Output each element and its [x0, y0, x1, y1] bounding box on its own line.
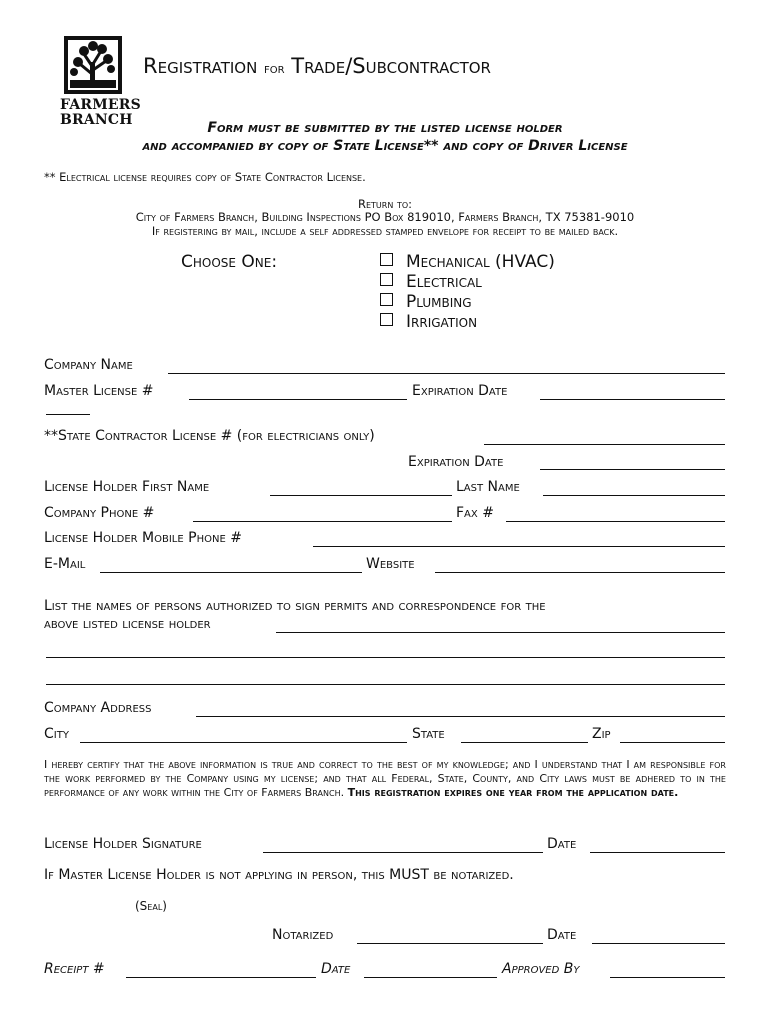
notarized-label: Notarized — [272, 927, 334, 943]
company-name-label: Company Name — [44, 357, 133, 373]
expiration-date-2-label: Expiration Date — [408, 454, 504, 470]
company-phone-field[interactable] — [193, 521, 452, 522]
signature-label: License Holder Signature — [44, 836, 202, 852]
certification-text: I hereby certify that the above information is true and correct to the best of my knowledge; and I understand that I am responsible for the work performed by the Company using my license; and that all Federal, State, County, and City laws must be adhered to in the performance of any work within the City of Farmers Branch. — [44, 758, 726, 799]
mechanical-checkbox[interactable] — [380, 253, 393, 266]
master-license-label: Master License # — [44, 383, 154, 399]
website-field[interactable] — [435, 572, 725, 573]
receipt-field[interactable] — [126, 977, 316, 978]
zip-field[interactable] — [620, 742, 725, 743]
company-name-field[interactable] — [168, 373, 725, 374]
tree-logo-icon — [64, 36, 122, 94]
title-part-1: Registration — [143, 54, 258, 78]
title-part-2: for — [264, 61, 285, 77]
state-contractor-field[interactable] — [484, 444, 725, 445]
subtitle-line-2: and accompanied by copy of State License** and copy of Driver License — [142, 138, 628, 154]
authorized-field-1[interactable] — [276, 632, 725, 633]
authorized-field-3[interactable] — [46, 684, 725, 685]
page-title — [143, 54, 491, 78]
notarize-note: If Master License Holder is not applying in person, this MUST be notarized. — [44, 867, 514, 883]
electrical-checkbox[interactable] — [380, 273, 393, 286]
option-electrical[interactable] — [380, 272, 482, 292]
return-heading: Return to: — [357, 197, 413, 211]
signature-date-label: Date — [547, 836, 577, 852]
expiration-date-2-field[interactable] — [540, 469, 725, 470]
notarized-date-field[interactable] — [592, 943, 725, 944]
master-license-field[interactable] — [189, 399, 407, 400]
fax-label: Fax # — [456, 505, 494, 521]
option-mechanical[interactable] — [380, 252, 555, 272]
mail-note: If registering by mail, include a self addressed stamped envelope for receipt to be mailed back. — [151, 224, 619, 238]
first-name-label: License Holder First Name — [44, 479, 210, 495]
company-phone-label: Company Phone # — [44, 505, 155, 521]
expiration-notice: This registration expires one year from the application date. — [347, 786, 679, 799]
state-label: State — [412, 726, 445, 742]
receipt-label: Receipt # — [44, 961, 105, 977]
logo-line-2: BRANCH — [60, 112, 133, 128]
company-address-field[interactable] — [196, 716, 725, 717]
email-field[interactable] — [100, 572, 362, 573]
company-address-label: Company Address — [44, 700, 152, 716]
farmers-branch-logo — [60, 36, 141, 128]
fax-field[interactable] — [506, 521, 725, 522]
notarized-date-label: Date — [547, 927, 577, 943]
expiration-date-field[interactable] — [540, 399, 725, 400]
option-label: Electrical — [406, 272, 482, 292]
irrigation-checkbox[interactable] — [380, 313, 393, 326]
option-label: Irrigation — [406, 312, 478, 332]
state-field[interactable] — [461, 742, 588, 743]
title-part-3: Trade/Subcontractor — [291, 54, 491, 78]
option-irrigation[interactable] — [380, 312, 477, 332]
authorized-label-1: List the names of persons authorized to sign permits and correspondence for the — [44, 598, 546, 614]
option-label: Mechanical (HVAC) — [406, 252, 555, 272]
option-label: Plumbing — [406, 292, 472, 312]
website-label: Website — [366, 556, 415, 572]
expiration-date-label: Expiration Date — [412, 383, 508, 399]
return-address: City of Farmers Branch, Building Inspections PO Box 819010, Farmers Branch, TX 75381-9010 — [135, 210, 635, 224]
office-date-label: Date — [321, 961, 351, 977]
first-name-field[interactable] — [270, 495, 452, 496]
certification-paragraph — [44, 758, 726, 800]
signature-date-field[interactable] — [590, 852, 725, 853]
approved-by-field[interactable] — [610, 977, 725, 978]
authorized-field-2[interactable] — [46, 657, 725, 658]
state-contractor-label: **State Contractor License # (for electricians only) — [44, 428, 375, 444]
mobile-phone-label: License Holder Mobile Phone # — [44, 530, 242, 546]
authorized-label-2: above listed license holder — [44, 616, 211, 632]
electrical-note: ** Electrical license requires copy of State Contractor License. — [44, 170, 366, 184]
signature-field[interactable] — [263, 852, 543, 853]
office-date-field[interactable] — [364, 977, 497, 978]
approved-by-label: Approved By — [502, 961, 580, 977]
city-field[interactable] — [80, 742, 407, 743]
plumbing-checkbox[interactable] — [380, 293, 393, 306]
mobile-phone-field[interactable] — [313, 546, 725, 547]
city-label: City — [44, 726, 69, 742]
last-name-label: Last Name — [456, 479, 520, 495]
email-label: E-Mail — [44, 556, 86, 572]
zip-label: Zip — [592, 726, 611, 742]
seal-label: (Seal) — [135, 899, 167, 913]
expiration-date-overflow-field[interactable] — [46, 414, 90, 415]
last-name-field[interactable] — [543, 495, 725, 496]
option-plumbing[interactable] — [380, 292, 472, 312]
notarized-field[interactable] — [357, 943, 543, 944]
subtitle-line-1: Form must be submitted by the listed license holder — [207, 120, 563, 136]
logo-line-1: FARMERS — [60, 97, 141, 113]
choose-one-label: Choose One: — [181, 252, 278, 272]
